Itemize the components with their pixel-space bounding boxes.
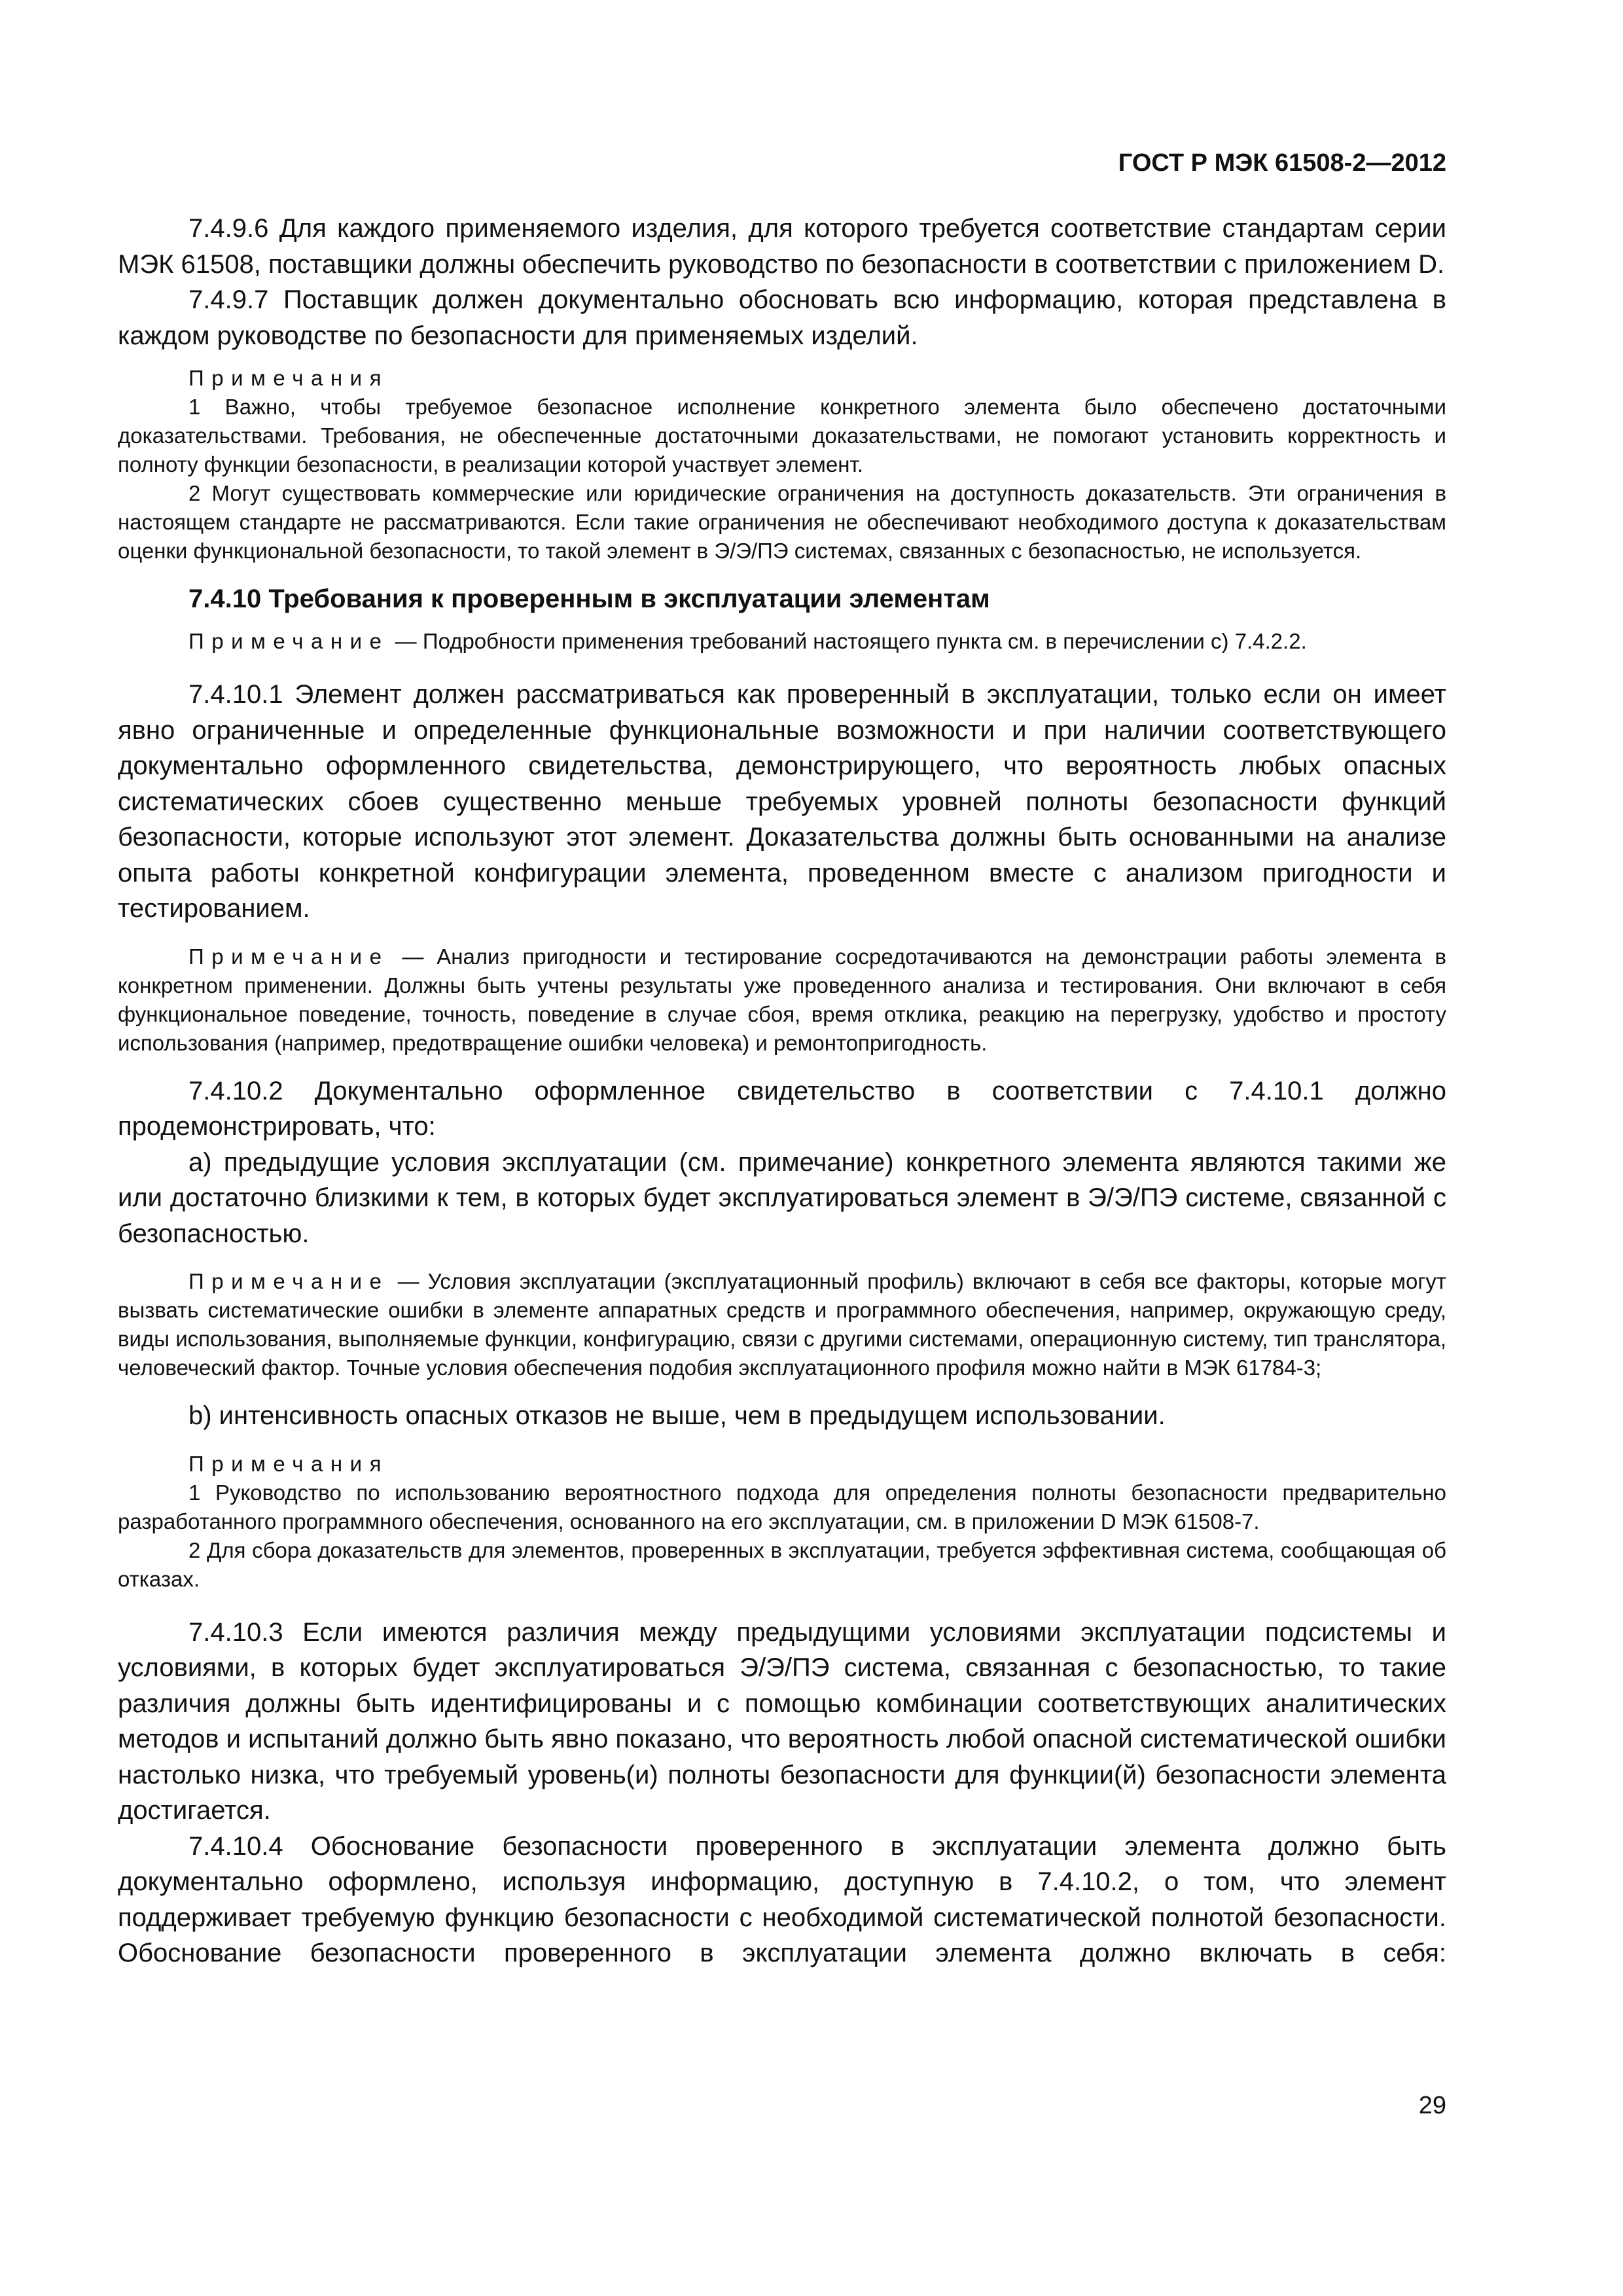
standard-header: ГОСТ Р МЭК 61508-2—2012 — [1118, 149, 1446, 177]
notes-heading — [118, 364, 1446, 393]
paragraph-7-4-10-2: 7.4.10.2 Документально оформленное свидетельство в соответствии с 7.4.10.1 должно продемонстрировать, что: — [118, 1076, 1446, 1141]
document-page — [118, 0, 1446, 2296]
notes-heading — [118, 1450, 1446, 1479]
paragraph-7-4-10-1: 7.4.10.1 Элемент должен рассматриваться как проверенный в эксплуатации, только если он имеет явно ограниченные и определенные функциональные возможности и при наличии соответствующего документально оформленного свидетельства, демонстрирующего, что вероятность любых опасных систематических сбоев существенно меньше требуемых уровней полноты безопасности функций безопасности, которые используют этот элемент. Доказательства должны быть основанными на анализе опыта работы конкретной конфигурации элемента, проведенном вместе с анализом пригодности и тестированием. — [118, 680, 1446, 923]
paragraph-7-4-9-7: 7.4.9.7 Поставщик должен документально обосновать всю информацию, которая представлена в каждом руководстве по безопасности для применяемых изделий. — [118, 285, 1446, 350]
list-item-a: a) предыдущие условия эксплуатации (см. примечание) конкретного элемента являются такими же или достаточно близкими к тем, в которых будет эксплуатироваться элемент в Э/Э/ПЭ системе, связанной с безопасностью. — [118, 1147, 1446, 1248]
list-item-b: b) интенсивность опасных отказов не выше, чем в предыдущем использовании. — [188, 1401, 1166, 1430]
note-label: Примечание — [188, 1269, 389, 1293]
note-label: Примечание — [188, 944, 389, 969]
note-item-a — [118, 1267, 1446, 1382]
note-item: 1 Руководство по использованию вероятностного подхода для определения полноты безопасности предварительно разработанного программного обеспечения, основанного на его эксплуатации, см. в приложении D МЭК 61508-7. — [118, 1480, 1446, 1534]
note-item: 2 Могут существовать коммерческие или юридические ограничения на доступность доказательств. Эти ограничения в настоящем стандарте не рассматриваются. Если такие ограничения не обеспечивают необходимого доступа к доказательствам оценки функциональной безопасности, то такой элемент в Э/Э/ПЭ системах, связанных с безопасностью, не используется. — [118, 481, 1446, 563]
paragraph-7-4-10-3: 7.4.10.3 Если имеются различия между предыдущими условиями эксплуатации подсистемы и условиями, в которых будет эксплуатироваться Э/Э/ПЭ система, связанная с безопасностью, то такие различия должны быть идентифицированы и с помощью комбинации соответствующих аналитических методов и испытаний должно быть явно показано, что вероятность любой опасной систематической ошибки настолько низка, что требуемый уровень(и) полноты безопасности для функции(й) безопасности элемента достигается. — [118, 1617, 1446, 1825]
note-text: — Подробности применения требований настоящего пункта см. в перечислении с) 7.4.2.2. — [389, 629, 1307, 653]
paragraph-7-4-9-6: 7.4.9.6 Для каждого применяемого изделия, для которого требуется соответствие стандартам серии МЭК 61508, поставщики должны обеспечить руководство по безопасности в соответствии с приложением D. — [118, 214, 1446, 279]
note-7-4-10 — [118, 627, 1446, 656]
paragraph-7-4-10-4: 7.4.10.4 Обоснование безопасности проверенного в эксплуатации элемента должно быть документально оформлено, используя информацию, доступную в 7.4.10.2, о том, что элемент поддерживает требуемую функцию безопасности с необходимой систематической полнотой безопасности. Обоснование безопасности проверенного в эксплуатации элемента должно включать в себя: — [118, 1831, 1446, 1967]
note-text: — Анализ пригодности и тестирование сосредотачиваются на демонстрации работы элемента в конкретном применении. Должны быть учтены результаты уже проведенного анализа и тестирования. Они включают в себя функциональное поведение, точность, поведение в случае сбоя, время отклика, реакцию на перегрузку, удобство и простоту использования (например, предотвращение ошибки человека) и ремонтопригодность. — [118, 944, 1446, 1055]
note-text: — Условия эксплуатации (эксплуатационный профиль) включают в себя все факторы, которые могут вызвать систематические ошибки в элементе аппаратных средств и программного обеспечения, например, окружающую среду, виды использования, выполняемые функции, конфигурацию, связи с другими системами, операционную систему, тип транслятора, человеческий фактор. Точные условия обеспечения подобия эксплуатационного профиля можно найти в МЭК 61784-3; — [118, 1269, 1446, 1380]
section-heading: 7.4.10 Требования к проверенным в эксплуатации элементам — [188, 584, 990, 613]
document-body — [118, 211, 1446, 1971]
note-item: 1 Важно, чтобы требуемое безопасное исполнение конкретного элемента было обеспечено достаточными доказательствами. Требования, не обеспеченные достаточными доказательствами, не помогают установить корректность и полноту функции безопасности, в реализации которой участвует элемент. — [118, 395, 1446, 476]
notes-heading-label: Примечания — [188, 366, 389, 390]
note-7-4-10-1 — [118, 942, 1446, 1058]
note-label: Примечание — [188, 629, 389, 653]
page-number: 29 — [1418, 2092, 1446, 2119]
notes-heading-label: Примечания — [188, 1451, 389, 1476]
note-item: 2 Для сбора доказательств для элементов, проверенных в эксплуатации, требуется эффективная система, сообщающая об отказах. — [118, 1537, 1446, 1591]
